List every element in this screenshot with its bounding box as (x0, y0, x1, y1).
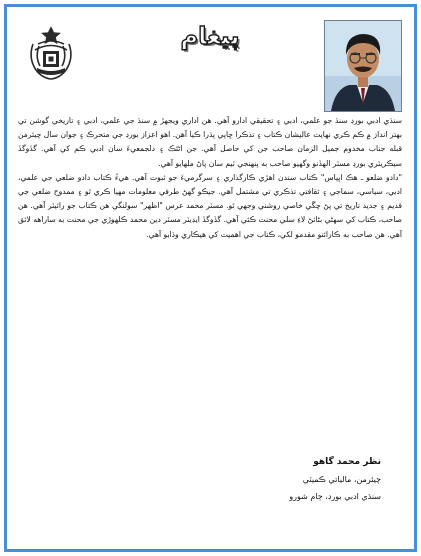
message-paragraph-1: سنڌي ادبي بورڊ سنڌ جو علمي، ادبي ۽ تحقيقي ادارو آهي. هن اداري ويجهڙ ۾ سنڌ جي علمي، ادبي ۽ تاريخي گوشن تي بهتر انداز ۾ ڪم ڪري نهايت عاليشان ڪتاب ۽ تذڪرا ڇاپي پڌرا ڪيا آهن. اهو اعزاز بورڊ جي متحرڪ ۽ جوان سال چيئرمن قبله جناب مخدوم جميل الزمان صاحب جن کي حاصل آهي. جن اڻٿڪ ۽ دلجمعيءَ سان ادبي ڪم کي آهي. گڏوگڏ سيڪريٽري بورڊ مسٽر الھڏنو وگهيو صاحب به پنهنجي ٽيم سان پاڻ ملهايو آهي. (18, 116, 402, 168)
signatory-name: نظر محمد گاهو (313, 457, 381, 467)
message-paragraph-2: "دادو ضلعو ـ هڪ اڀياس" ڪتاب سندن اهڙي ڪارگذاري ۽ سرگرميءَ جو ثبوت آهي. هيءُ ڪتاب دادو ضلعي جي علمي، ادبي، سياسي، سماجي ۽ ثقافتي تذڪري تي مشتمل آهي. جيڪو گهڻ طرفي معلومات مهيا ڪري ٿو ۽ ممدوح ضلعي جي قديم ۽ جديد تاريخ تي پڻ چڱي خاصي روشني وجهي ٿو. مسٽر محمد عرس "اظهر" سولنگي هن ڪتاب جو رائيٽر آهي. هن صاحب، ڪتاب کي سهڻي بڻائڻ لاءِ سلي محنت ڪئي آهي. گڏوگڏ ايڊيٽر مسٽر دين محمد ڪلهوڙي جي محنت به ساراهه لائق آهي. هن صاحب به ڪارائتو مقدمو لکي، ڪتاب جي اهميت کي هيڪاري وڌايو آهي. (18, 172, 402, 239)
message-body (18, 114, 402, 242)
page-title: پيغام (180, 22, 240, 50)
signatory-organization: سنڌي ادبي بورڊ، ڄام شورو (289, 492, 381, 501)
signatory-designation: چيئرمن، مالياتي ڪميٽي (302, 475, 381, 484)
signature-block (181, 453, 381, 505)
government-emblem-icon (24, 24, 78, 82)
chairman-portrait (324, 20, 402, 112)
portrait-image (325, 21, 401, 111)
